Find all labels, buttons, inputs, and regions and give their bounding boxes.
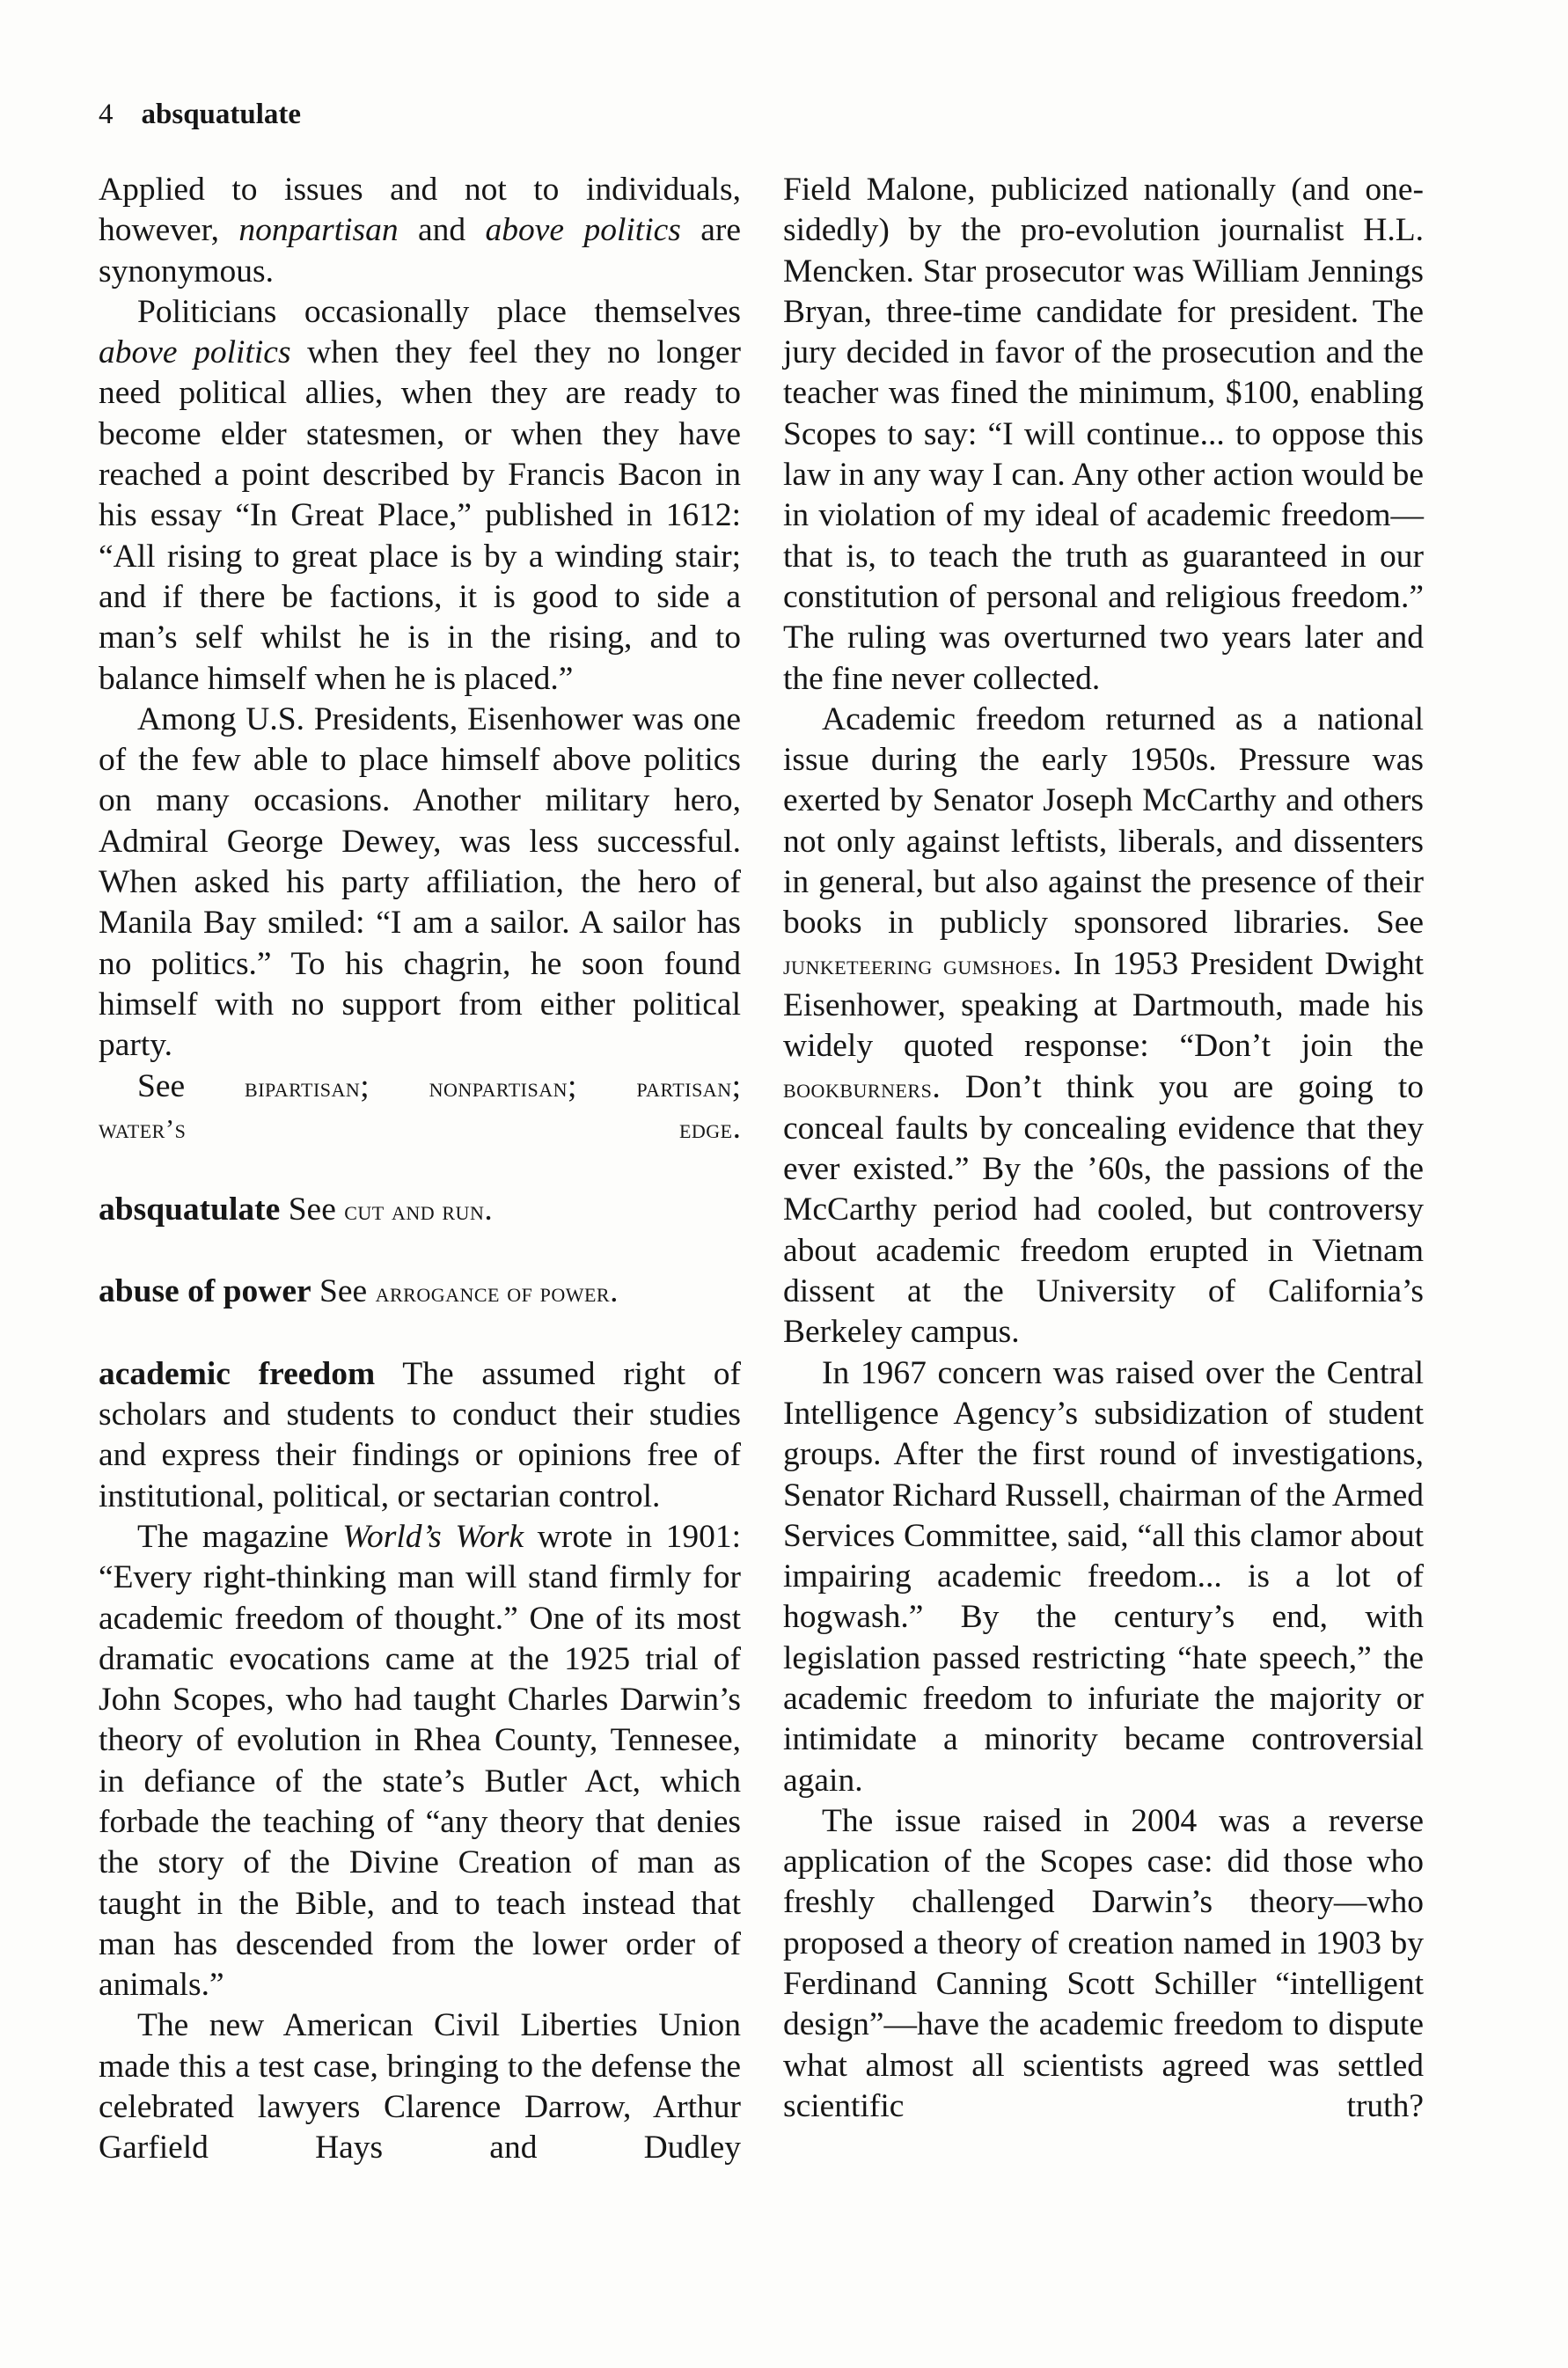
italic-term: nonpartisan (238, 212, 399, 249)
separator: ; (568, 1067, 637, 1104)
see-label: See (137, 1067, 245, 1104)
text-run: Academic freedom returned as a national issue during the early 1950s. Pressure was exerted by Senator Joseph McCarthy and others not only against leftists, liberals, and dissenters in general, but also against the presence of their books in publicly sponsored libraries. See (783, 700, 1424, 942)
headword: academic freedom (99, 1355, 376, 1392)
paragraph: The new American Civil Liberties Union made this a test case, bringing to the defense the celebrated lawyers Clarence Darrow, Arthur Garfield Hays and Dudley (99, 2007, 741, 2166)
cross-reference-link[interactable]: water’s edge (99, 1112, 733, 1144)
text-run: when they feel they no longer need political allies, when they are ready to become elder statesmen, or when they have reached a point described by Francis Bacon in his essay “In Great Place,” published in 1612: “All rising to great place is by a winding stair; and if there be factions, it is good to side a man’s self whilst he is in the rising, and to balance himself when he is placed.” (99, 334, 741, 697)
cross-reference-link[interactable]: partisan (636, 1071, 732, 1103)
text-run: and (398, 212, 486, 249)
see-label: See (311, 1273, 376, 1310)
cross-reference-link[interactable]: arrogance of power (375, 1277, 611, 1309)
text-run: The magazine (137, 1518, 343, 1555)
headword: absquatulate (99, 1191, 281, 1228)
see-also-paragraph (99, 1067, 741, 1150)
guide-word: absquatulate (141, 99, 302, 130)
separator: ; (360, 1067, 429, 1104)
cross-reference-link[interactable]: bipartisan (245, 1071, 361, 1103)
entry-academic-freedom (99, 1354, 741, 1517)
italic-title: World’s Work (342, 1518, 524, 1555)
paragraph: The issue raised in 2004 was a reverse application of the Scopes case: did those who freshly challenged Darwin’s theory—who proposed a theory of creation named in 1903 by Ferdinand Canning Scott Schiller “intelligent design”—have the academic freedom to dispute what almost all scientists agreed was settled scientific truth? (783, 1802, 1424, 2124)
paragraph (99, 170, 741, 292)
definition: The assumed right of scholars and students to conduct their studies and express their findings or opinions free of institutional, political, or sectarian control. (99, 1355, 741, 1514)
left-column (99, 170, 741, 2169)
entry-abuse-of-power (99, 1272, 741, 1313)
cross-reference-link[interactable]: bookburners (783, 1072, 933, 1103)
right-column (783, 170, 1424, 2127)
headword: abuse of power (99, 1273, 311, 1310)
text-run: Politicians occasionally place themselves (137, 293, 741, 330)
cross-reference-link[interactable]: nonpartisan (429, 1071, 568, 1103)
terminal-period: . (732, 1109, 741, 1146)
terminal-period: . (610, 1273, 619, 1310)
cross-reference-link[interactable]: junketeering gumshoes (783, 949, 1053, 980)
paragraph: In 1967 concern was raised over the Central Intelligence Agency’s subsidization of student groups. After the first round of investigations, Senator Richard Russell, chairman of the Armed Services Committee, said, “all this clamor about impairing academic freedom... is a lot of hogwash.” By the century’s end, with legislation passed restricting “hate speech,” the academic freedom to infuriate the majority or intimidate a minority became controversial again. (783, 1354, 1424, 1799)
paragraph (99, 292, 741, 700)
paragraph (99, 1517, 741, 2006)
page-number: 4 (99, 99, 114, 130)
italic-term: above politics (99, 334, 291, 371)
cross-reference-link[interactable]: cut and run (344, 1195, 485, 1227)
separator: ; (731, 1067, 741, 1104)
paragraph (783, 700, 1424, 1353)
terminal-period: . (484, 1191, 493, 1228)
see-label: See (280, 1191, 345, 1228)
entry-absquatulate (99, 1190, 741, 1231)
text-run: wrote in 1901: “Every right-thinking man will stand firmly for academic freedom of thought.” One of its most dramatic evocations came at the 1925 trial of John Scopes, who had taught Charles Darwin’s theory of evolution in Rhea County, Tennesee, in defiance of the state’s Butler Act, which forbade the teaching of “any theory that denies the story of the Divine Creation of man as taught in the Bible, and to teach instead that man has descended from the lower order of animals.” (99, 1518, 741, 2004)
text-run: . In 1953 President Dwight Eisenhower, speaking at Dartmouth, made his widely quoted response: “Don’t join the (783, 945, 1424, 1065)
running-header (99, 95, 301, 134)
paragraph: Field Malone, publicized nationally (and one-sidedly) by the pro-evolution journalist H.L. Mencken. Star prosecutor was William Jennings Bryan, three-time candidate for president. The jury decided in favor of the prosecution and the teacher was fined the minimum, $100, enabling Scopes to say: “I will continue... to oppose this law in any way I can. Any other action would be in violation of my ideal of academic freedom—that is, to teach the truth as guaranteed in our constitution of personal and religious freedom.” The ruling was overturned two years later and the fine never collected. (783, 172, 1424, 697)
text-run: Applied to issues and not to individuals, however, (99, 172, 741, 249)
italic-term: above politics (485, 212, 681, 249)
text-run: . Don’t think you are going to conceal faults by concealing evidence that they ever existed.” By the ’60s, the passions of the McCarthy period had cooled, but controversy about academic freedom erupted in Vietnam dissent at the University of California’s Berkeley campus. (783, 1068, 1424, 1351)
text-run: are synonymous. (99, 212, 742, 290)
paragraph: Among U.S. Presidents, Eisenhower was one of the few able to place himself above politics on many occasions. Another military hero, Admiral George Dewey, was less successful. When asked his party affiliation, the hero of Manila Bay smiled: “I am a sailor. A sailor has no politics.” To his chagrin, he soon found himself with no support from either political party. (99, 700, 741, 1064)
